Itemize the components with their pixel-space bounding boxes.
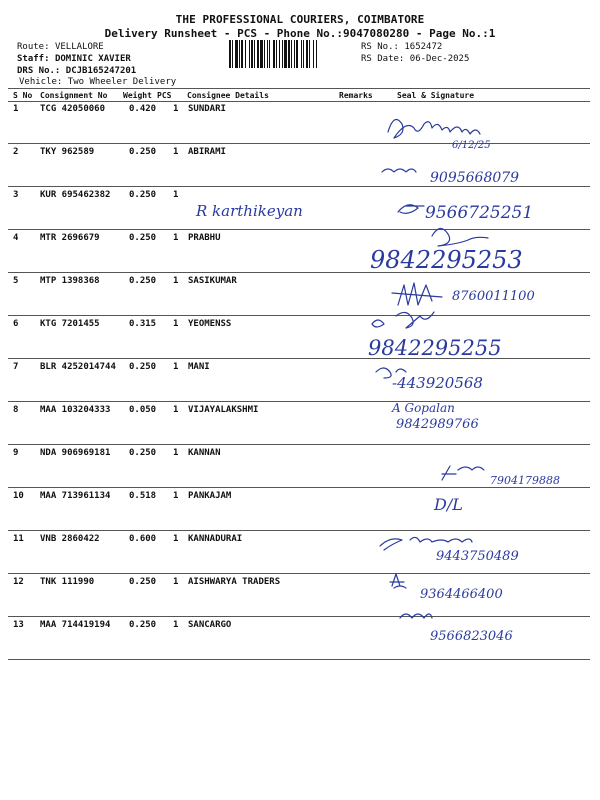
drs-line bbox=[17, 66, 136, 76]
vehicle-line bbox=[19, 77, 176, 87]
cell-weight: 0.600 bbox=[129, 534, 157, 544]
cell-consignment: VNB 2860422 bbox=[40, 534, 100, 544]
row-rule bbox=[8, 659, 590, 660]
hw-phone-row-5: 8760011100 bbox=[452, 289, 535, 304]
cell-consignment: KTG 7201455 bbox=[40, 319, 100, 329]
cell-consignee: YEOMENSS bbox=[188, 319, 232, 329]
cell-weight: 0.250 bbox=[129, 577, 157, 587]
cell-pcs: 1 bbox=[173, 190, 179, 200]
cell-pcs: 1 bbox=[173, 491, 179, 501]
barcode-bar bbox=[269, 40, 270, 68]
barcode-bar bbox=[294, 40, 295, 68]
col-signature: Seal & Signature bbox=[397, 91, 475, 100]
cell-sno: 10 bbox=[13, 491, 24, 501]
barcode-bar bbox=[251, 40, 253, 68]
cell-weight: 0.250 bbox=[129, 620, 157, 630]
header-rule-bottom bbox=[8, 101, 590, 102]
hw-phone-row-10: 7904179888 bbox=[490, 474, 560, 487]
barcode-bar bbox=[267, 40, 268, 68]
cell-consignment: TNK 111990 bbox=[40, 577, 95, 587]
signature-row-11 bbox=[380, 537, 472, 550]
row-rule bbox=[8, 186, 590, 187]
cell-sno: 11 bbox=[13, 534, 24, 544]
barcode-bar bbox=[257, 40, 259, 68]
col-remarks: Remarks bbox=[339, 91, 373, 100]
drs-label: DRS No.: bbox=[17, 66, 61, 76]
cell-sno: 3 bbox=[13, 190, 19, 200]
barcode-bar bbox=[241, 40, 243, 68]
cell-pcs: 1 bbox=[173, 448, 179, 458]
row-rule bbox=[8, 573, 590, 574]
hw-phone-row-7: -443920568 bbox=[392, 374, 483, 392]
barcode-bar bbox=[273, 40, 275, 68]
cell-weight: 0.250 bbox=[129, 233, 157, 243]
rs-date-line bbox=[361, 54, 469, 64]
rs-no-label: RS No.: bbox=[361, 42, 399, 52]
hw-name-row-8: A Gopalan bbox=[392, 401, 455, 415]
cell-sno: 5 bbox=[13, 276, 19, 286]
signature-row-7 bbox=[376, 368, 406, 378]
route-line bbox=[17, 42, 104, 52]
cell-consignee: SUNDARI bbox=[188, 104, 226, 114]
cell-consignment: MTP 1398368 bbox=[40, 276, 100, 286]
cell-consignee: PRABHU bbox=[188, 233, 221, 243]
barcode-image bbox=[229, 40, 357, 68]
hw-date-row-1: 6/12/25 bbox=[452, 140, 491, 151]
cell-sno: 9 bbox=[13, 448, 19, 458]
barcode-bar bbox=[306, 40, 308, 68]
barcode-bar bbox=[264, 40, 265, 68]
cell-pcs: 1 bbox=[173, 233, 179, 243]
cell-consignment: MAA 713961134 bbox=[40, 491, 111, 501]
signature-row-10 bbox=[442, 466, 484, 480]
company-title: THE PROFESSIONAL COURIERS, COIMBATORE bbox=[175, 13, 425, 26]
rs-no-line bbox=[361, 42, 442, 52]
hw-phone-row-4: 9842295253 bbox=[370, 246, 523, 274]
cell-consignment: MAA 714419194 bbox=[40, 620, 111, 630]
hw-phone-row-12: 9364466400 bbox=[420, 587, 503, 602]
barcode-bar bbox=[260, 40, 263, 68]
row-rule bbox=[8, 616, 590, 617]
barcode-bar bbox=[309, 40, 310, 68]
cell-consignee: VIJAYALAKSHMI bbox=[188, 405, 259, 415]
signature-row-5 bbox=[392, 283, 442, 305]
signature-row-1 bbox=[388, 120, 480, 139]
cell-pcs: 1 bbox=[173, 534, 179, 544]
cell-sno: 13 bbox=[13, 620, 24, 630]
header-rule-top bbox=[8, 88, 590, 89]
cell-weight: 0.315 bbox=[129, 319, 157, 329]
barcode-bar bbox=[284, 40, 287, 68]
cell-sno: 4 bbox=[13, 233, 19, 243]
cell-pcs: 1 bbox=[173, 147, 179, 157]
hw-phone-row-2: 9095668079 bbox=[430, 170, 520, 186]
rs-no-value: 1652472 bbox=[404, 42, 443, 52]
row-rule bbox=[8, 229, 590, 230]
cell-sno: 1 bbox=[13, 104, 19, 114]
cell-pcs: 1 bbox=[173, 405, 179, 415]
cell-weight: 0.250 bbox=[129, 190, 157, 200]
barcode-bar bbox=[239, 40, 240, 68]
hw-phone-row-8: 9842989766 bbox=[396, 417, 479, 432]
signature-row-12 bbox=[390, 574, 406, 588]
barcode-bar bbox=[279, 40, 280, 68]
cell-consignment: TCG 42050060 bbox=[40, 104, 106, 114]
barcode-bar bbox=[232, 40, 233, 68]
col-consignment: Consignment No bbox=[40, 91, 108, 100]
cell-sno: 6 bbox=[13, 319, 19, 329]
barcode-bar bbox=[254, 40, 255, 68]
cell-consignee: AISHWARYA TRADERS bbox=[188, 577, 281, 587]
staff-label: Staff: bbox=[17, 54, 50, 64]
signature-row-3 bbox=[398, 205, 424, 214]
cell-sno: 7 bbox=[13, 362, 19, 372]
signature-row-4 bbox=[432, 228, 488, 246]
rs-date-value: 06-Dec-2025 bbox=[409, 54, 470, 64]
row-rule bbox=[8, 358, 590, 359]
cell-weight: 0.050 bbox=[129, 405, 157, 415]
hw-note-row-10: D/L bbox=[434, 495, 463, 514]
cell-pcs: 1 bbox=[173, 276, 179, 286]
cell-consignment: KUR 695462382 bbox=[40, 190, 111, 200]
col-pcs: PCS bbox=[157, 91, 172, 100]
row-rule bbox=[8, 272, 590, 273]
row-rule bbox=[8, 487, 590, 488]
signature-row-2 bbox=[382, 169, 416, 172]
hw-phone-row-11: 9443750489 bbox=[436, 549, 519, 564]
barcode-bar bbox=[282, 40, 283, 68]
cell-pcs: 1 bbox=[173, 620, 179, 630]
row-rule bbox=[8, 530, 590, 531]
cell-sno: 8 bbox=[13, 405, 19, 415]
row-rule bbox=[8, 401, 590, 402]
vehicle-value: Two Wheeler Delivery bbox=[67, 77, 177, 87]
cell-consignee: PANKAJAM bbox=[188, 491, 232, 501]
barcode-bar bbox=[296, 40, 298, 68]
cell-weight: 0.250 bbox=[129, 276, 157, 286]
cell-consignee: SASIKUMAR bbox=[188, 276, 237, 286]
hw-phone-row-6: 9842295255 bbox=[368, 336, 502, 360]
cell-consignee: ABIRAMI bbox=[188, 147, 226, 157]
row-rule bbox=[8, 444, 590, 445]
col-weight: Weight bbox=[123, 91, 152, 100]
staff-value: DOMINIC XAVIER bbox=[54, 54, 131, 64]
cell-weight: 0.420 bbox=[129, 104, 157, 114]
route-value: VELLALORE bbox=[54, 42, 104, 52]
cell-consignment: NDA 906969181 bbox=[40, 448, 111, 458]
row-rule bbox=[8, 143, 590, 144]
cell-weight: 0.250 bbox=[129, 448, 157, 458]
cell-consignment: MAA 103204333 bbox=[40, 405, 111, 415]
runsheet-title: Delivery Runsheet - PCS - Phone No.:9047080280 - Page No.:1 bbox=[104, 27, 496, 40]
col-sno: S No bbox=[13, 91, 33, 100]
cell-sno: 2 bbox=[13, 147, 19, 157]
hw-name-row-3: R karthikeyan bbox=[196, 202, 303, 220]
cell-pcs: 1 bbox=[173, 577, 179, 587]
vehicle-label: Vehicle: bbox=[19, 77, 63, 87]
cell-pcs: 1 bbox=[173, 319, 179, 329]
col-consignee: Consignee Details bbox=[187, 91, 269, 100]
hw-phone-row-3: 9566725251 bbox=[425, 203, 534, 223]
staff-line bbox=[17, 54, 131, 64]
cell-consignee: KANNAN bbox=[188, 448, 221, 458]
rs-date-label: RS Date: bbox=[361, 54, 405, 64]
cell-consignment: MTR 2696679 bbox=[40, 233, 100, 243]
row-rule bbox=[8, 315, 590, 316]
barcode-bar bbox=[316, 40, 317, 68]
cell-weight: 0.250 bbox=[129, 147, 157, 157]
cell-consignee: MANI bbox=[188, 362, 210, 372]
barcode-bar bbox=[245, 40, 246, 68]
barcode-bar bbox=[301, 40, 302, 68]
cell-pcs: 1 bbox=[173, 362, 179, 372]
cell-consignee: SANCARGO bbox=[188, 620, 232, 630]
barcode-bar bbox=[303, 40, 304, 68]
barcode-bar bbox=[229, 40, 231, 68]
cell-pcs: 1 bbox=[173, 104, 179, 114]
barcode-bar bbox=[288, 40, 290, 68]
cell-consignment: BLR 4252014744 bbox=[40, 362, 116, 372]
barcode-bar bbox=[291, 40, 292, 68]
barcode-bar bbox=[276, 40, 277, 68]
drs-value: DCJB165247201 bbox=[65, 66, 137, 76]
barcode-bar bbox=[313, 40, 314, 68]
barcode-bar bbox=[235, 40, 238, 68]
cell-sno: 12 bbox=[13, 577, 24, 587]
cell-weight: 0.518 bbox=[129, 491, 157, 501]
cell-consignment: TKY 962589 bbox=[40, 147, 95, 157]
barcode-bar bbox=[249, 40, 250, 68]
route-label: Route: bbox=[17, 42, 50, 52]
cell-weight: 0.250 bbox=[129, 362, 157, 372]
hw-phone-row-13: 9566823046 bbox=[430, 629, 513, 644]
cell-consignee: KANNADURAI bbox=[188, 534, 243, 544]
